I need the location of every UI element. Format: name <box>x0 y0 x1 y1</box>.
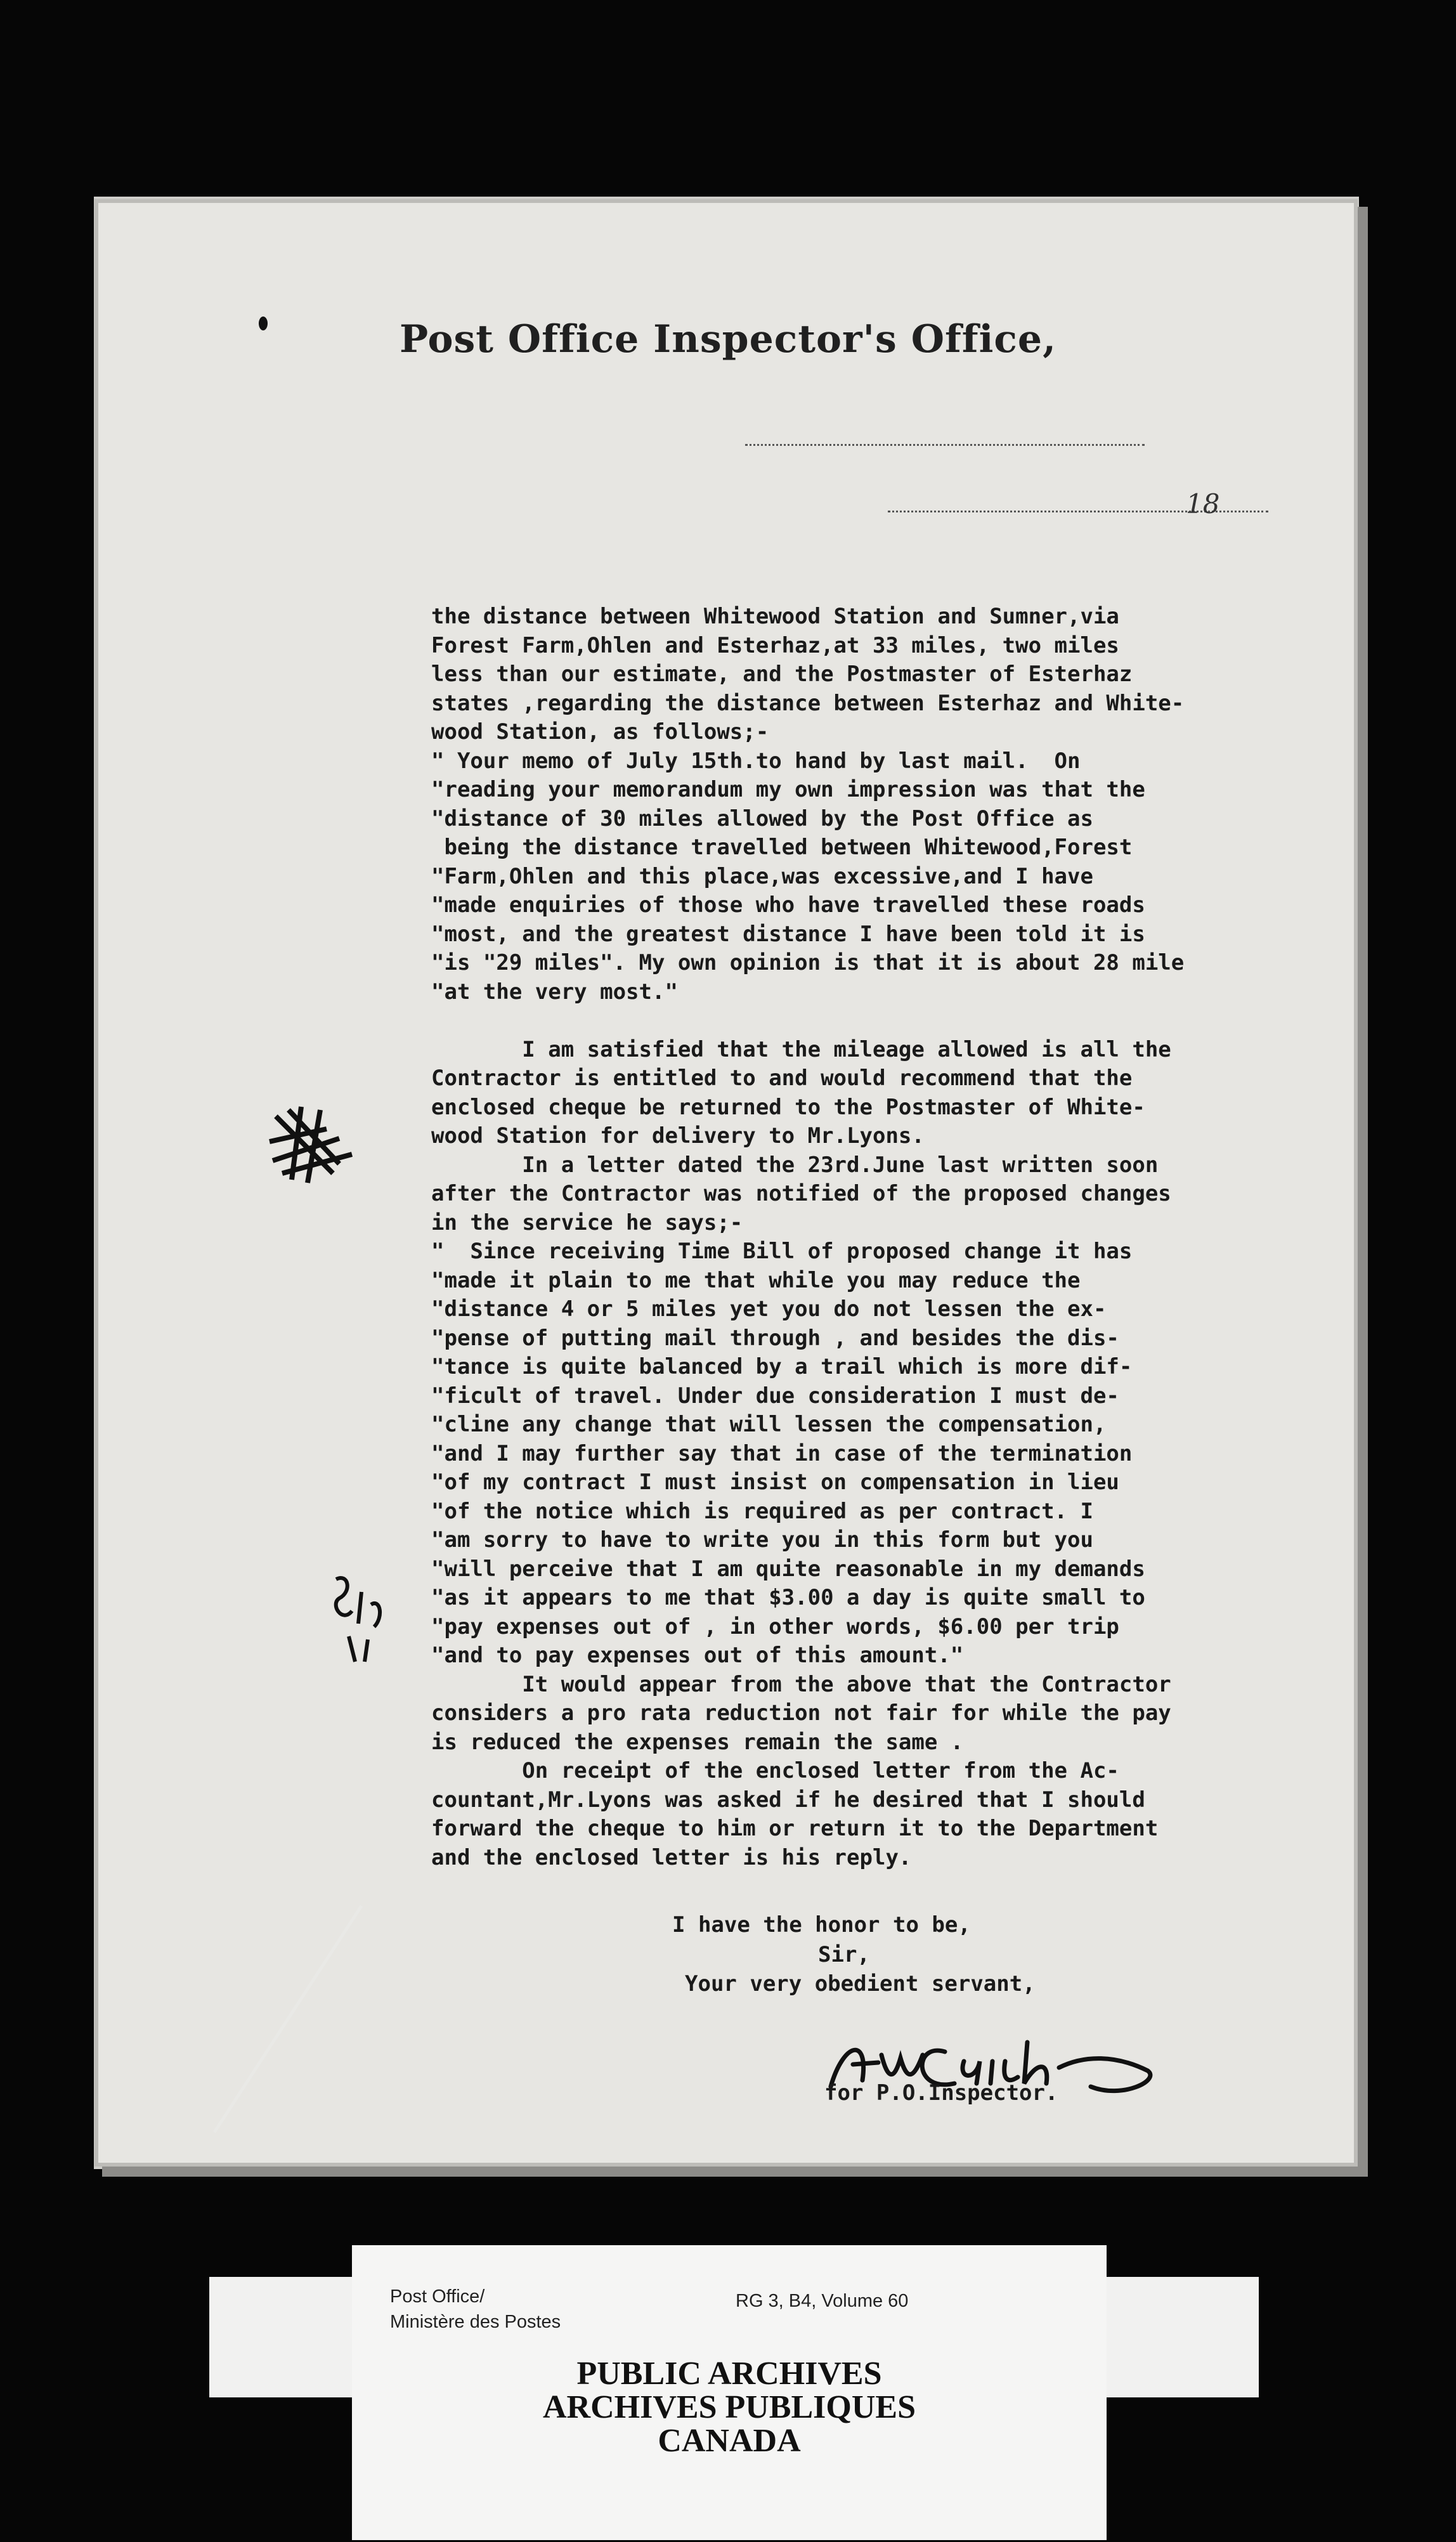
margin-bullet-mark <box>257 314 270 333</box>
body-line: "am sorry to have to write you in this form but you <box>431 1527 1093 1553</box>
body-line: "and to pay expenses out of this amount." <box>431 1643 964 1668</box>
body-line: forward the cheque to him or return it to the Department <box>431 1816 1159 1841</box>
body-line: wood Station for delivery to Mr.Lyons. <box>431 1123 925 1149</box>
body-line: On receipt of the enclosed letter from the Ac- <box>431 1758 1119 1783</box>
margin-hatch-mark <box>263 1104 358 1186</box>
body-line: Contractor is entitled to and would recommend that the <box>431 1066 1133 1091</box>
margin-handwritten-note <box>323 1567 393 1668</box>
archives-country: CANADA <box>658 2423 801 2459</box>
body-line: " Since receiving Time Bill of proposed change it has <box>431 1239 1133 1264</box>
body-line: "Farm,Ohlen and this place,was excessive,and I have <box>431 863 1093 889</box>
body-line: I am satisfied that the mileage allowed is all the <box>431 1036 1171 1062</box>
closing-honor: I have the honor to be, <box>672 1912 971 1938</box>
body-line: enclosed cheque be returned to the Postmaster of White- <box>431 1094 1145 1120</box>
letter-body <box>431 603 1351 1872</box>
archives-name-en: PUBLIC ARCHIVES <box>576 2356 882 2392</box>
body-line: is reduced the expenses remain the same . <box>431 1729 964 1755</box>
body-line: "at the very most." <box>431 979 678 1005</box>
archives-name-fr: ARCHIVES PUBLIQUES <box>542 2389 916 2425</box>
signatory-title: for P.O.Inspector. <box>824 2080 1058 2106</box>
body-line: countant,Mr.Lyons was asked if he desired that I should <box>431 1787 1145 1813</box>
body-line: "is "29 miles". My own opinion is that it is about 28 mile <box>431 950 1185 975</box>
body-line: less than our estimate, and the Postmaster of Esterhaz <box>431 662 1133 687</box>
margin-pen-stroke <box>209 1903 368 2137</box>
letterhead-title: Post Office Inspector's Office, <box>400 317 1056 362</box>
body-line: "pense of putting mail through , and besides the dis- <box>431 1325 1119 1351</box>
body-line: "cline any change that will lessen the compensation, <box>431 1412 1107 1437</box>
body-line: considers a pro rata reduction not fair for while the pay <box>431 1700 1171 1726</box>
body-line: states ,regarding the distance between Esterhaz and White- <box>431 690 1185 716</box>
body-line: in the service he says;- <box>431 1209 743 1235</box>
body-line: It would appear from the above that the Contractor <box>431 1671 1171 1697</box>
body-line: "ficult of travel. Under due consideration I must de- <box>431 1383 1119 1409</box>
body-line: "as it appears to me that $3.00 a day is quite small to <box>431 1585 1145 1610</box>
body-line: and the enclosed letter is his reply. <box>431 1844 912 1870</box>
archive-department-fr: Ministère des Postes <box>390 2312 561 2332</box>
body-line: "distance 4 or 5 miles yet you do not lessen the ex- <box>431 1296 1107 1322</box>
closing-servant: Your very obedient servant, <box>685 1971 1036 1997</box>
closing-sir: Sir, <box>818 1942 870 1967</box>
body-line: after the Contractor was notified of the proposed changes <box>431 1181 1171 1206</box>
body-line: being the distance travelled between Whitewood,Forest <box>431 835 1133 860</box>
body-line: "will perceive that I am quite reasonable in my demands <box>431 1556 1145 1582</box>
archive-reference: RG 3, B4, Volume 60 <box>736 2291 909 2311</box>
body-line: "distance of 30 miles allowed by the Post Office as <box>431 805 1093 831</box>
body-line <box>431 1007 1351 1036</box>
body-line: "of my contract I must insist on compensation in lieu <box>431 1470 1119 1495</box>
body-line: "and I may further say that in case of the termination <box>431 1440 1133 1466</box>
body-line: "reading your memorandum my own impression was that the <box>431 777 1145 802</box>
body-line: "made it plain to me that while you may reduce the <box>431 1267 1081 1293</box>
body-line: In a letter dated the 23rd.June last written soon <box>431 1152 1159 1178</box>
body-line: "pay expenses out of , in other words, $6.00 per trip <box>431 1613 1119 1639</box>
body-line: "most, and the greatest distance I have been told it is <box>431 921 1145 947</box>
date-year: 18 <box>1186 488 1220 519</box>
body-line: "of the notice which is required as per contract. I <box>431 1498 1093 1524</box>
body-line: Forest Farm,Ohlen and Esterhaz,at 33 miles, two miles <box>431 632 1119 658</box>
archive-department: Post Office/ <box>390 2286 485 2307</box>
body-line: "made enquiries of those who have travelled these roads <box>431 892 1145 918</box>
body-line: "tance is quite balanced by a trail which is more dif- <box>431 1354 1133 1379</box>
body-line: the distance between Whitewood Station and Sumner,via <box>431 604 1119 629</box>
body-line: " Your memo of July 15th.to hand by last mail. On <box>431 748 1081 774</box>
address-rule <box>745 444 1145 446</box>
body-line: wood Station, as follows;- <box>431 719 769 745</box>
